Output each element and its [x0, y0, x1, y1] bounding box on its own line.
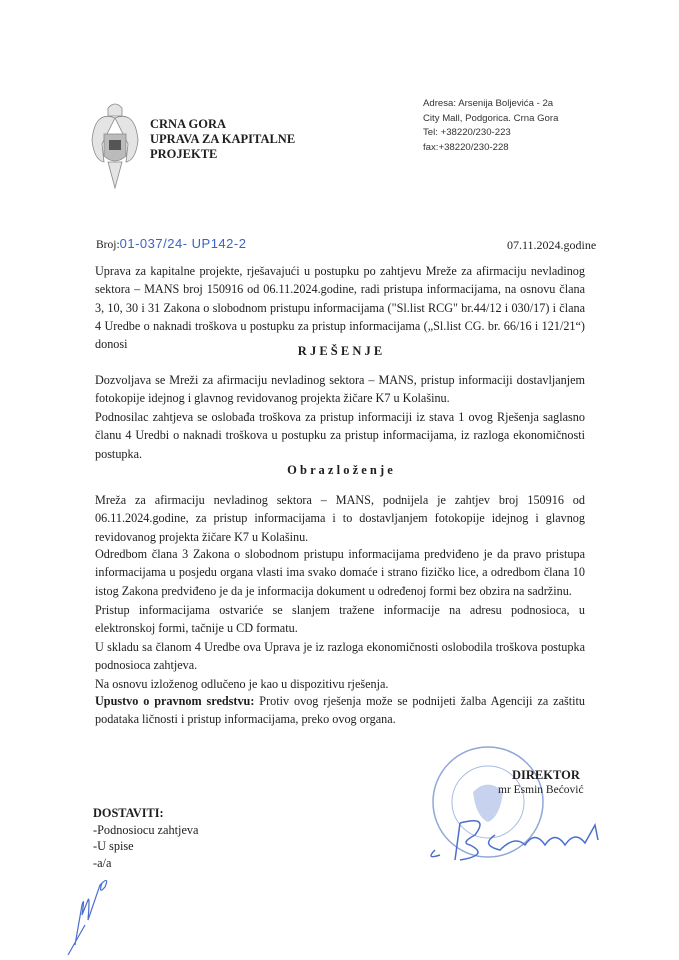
legal-remedy-paragraph: [95, 692, 585, 729]
decision-paragraph: Dozvoljava se Mreži za afirmaciju nevladinog sektora – MANS, pristup informaciji dostavljanjem fotokopije idejnog i glavnog revidovanog projekta žičare K7 u Kolašinu.: [95, 373, 585, 406]
address-line: City Mall, Podgorica. Crna Gora: [423, 112, 559, 124]
legal-remedy-text: Protiv ovog rješenja može se podnijeti žalba Agenciji za zaštitu podataka ličnosti i pristup informacijama, preko ovog organa.: [95, 694, 585, 727]
document-date: 07.11.2024.godine: [507, 238, 597, 252]
fax-line: fax:+38220/230-228: [423, 141, 509, 153]
delivery-item: -a/a: [93, 855, 112, 870]
decision-paragraph: Podnosilac zahtjeva se oslobađa troškova za pristup informaciji iz stava 1 ovog Rješenja saglasno članu 4 Uredbi o naknadi troškova u postupku za pristup informacijama, iz razloga ekonomičnosti postupka.: [95, 410, 585, 461]
org-line: PROJEKTE: [150, 147, 218, 161]
reasoning-paragraph: Odredbom člana 3 Zakona o slobodnom pristupu informacijama predviđeno je da pravo pristupa informacijama u posjedu organa vlasti ima svako domaće i strano fizičko lice, a odredbom člana 10 istog Zakona predviđeno je da je informacija dokument u određenoj formi bez obzira na sadržinu.: [95, 547, 585, 598]
intro-paragraph: Uprava za kapitalne projekte, rješavajući u postupku po zahtjevu Mreže za afirmaciju nevladinog sektora – MANS broj 150916 od 06.11.2024.godine, radi pristupa informacijama, na osnovu člana 3, 10, 30 i 31 Zakona o slobodnom pristupu informacijama ("Sl.list RCG" br.44/12 i 030/17) i člana 4 Uredbe o naknadi troškova u postupku za pristup informacijama („Sl.list CG. br. 66/16 i 121/21“) donosi: [95, 264, 585, 352]
reasoning-paragraph: Pristup informacijama ostvariće se slanjem tražene informacije na adresu podnosioca, u elektronskoj formi, tačnije u CD formatu.: [95, 603, 585, 636]
director-name: mr Esmin Bećović: [498, 784, 584, 796]
director-title: DIREKTOR: [512, 768, 580, 782]
reasoning-paragraph: Mreža za afirmaciju nevladinog sektora – MANS, podnijela je zahtjev broj 150916 od 06.11.2024.godine, za pristup informacijama i to dostavljanjem fotokopije idejnog i glavnog revidovanog projekta žičare K7 u Kolašinu.: [95, 493, 585, 544]
reference-handwritten: 01-037/24- UP142-2: [119, 236, 247, 251]
delivery-list: [93, 805, 199, 871]
legal-remedy-label: Upustvo o pravnom sredstvu:: [95, 694, 255, 708]
reasoning-paragraph: Na osnovu izloženog odlučeno je kao u dispozitivu rješenja.: [95, 677, 389, 691]
director-signature: [420, 815, 620, 865]
phone-line: Tel: +38220/230-223: [423, 127, 511, 138]
coat-of-arms-logo: [90, 100, 140, 190]
org-line: CRNA GORA: [150, 117, 227, 131]
contact-address: [423, 97, 558, 155]
initials-signature: [60, 875, 130, 955]
delivery-title: DOSTAVITI:: [93, 806, 164, 820]
address-line: Adresa: Arsenija Boljevića - 2a: [423, 98, 554, 109]
reference-label: Broj:: [96, 239, 120, 251]
decision-title: R J E Š E N J E: [297, 344, 383, 358]
reasoning-paragraph: U skladu sa članom 4 Uredbe ova Uprava je iz razloga ekonomičnosti oslobodila troškova postupka podnosioca zahtjeva.: [95, 640, 585, 673]
delivery-item: -U spise: [93, 839, 134, 853]
org-line: UPRAVA ZA KAPITALNE: [150, 132, 296, 146]
reasoning-title: O b r a z l o ž e n j e: [287, 463, 393, 477]
organization-name: [150, 117, 295, 162]
reference-number: [96, 236, 246, 251]
delivery-item: -Podnosiocu zahtjeva: [93, 822, 199, 837]
